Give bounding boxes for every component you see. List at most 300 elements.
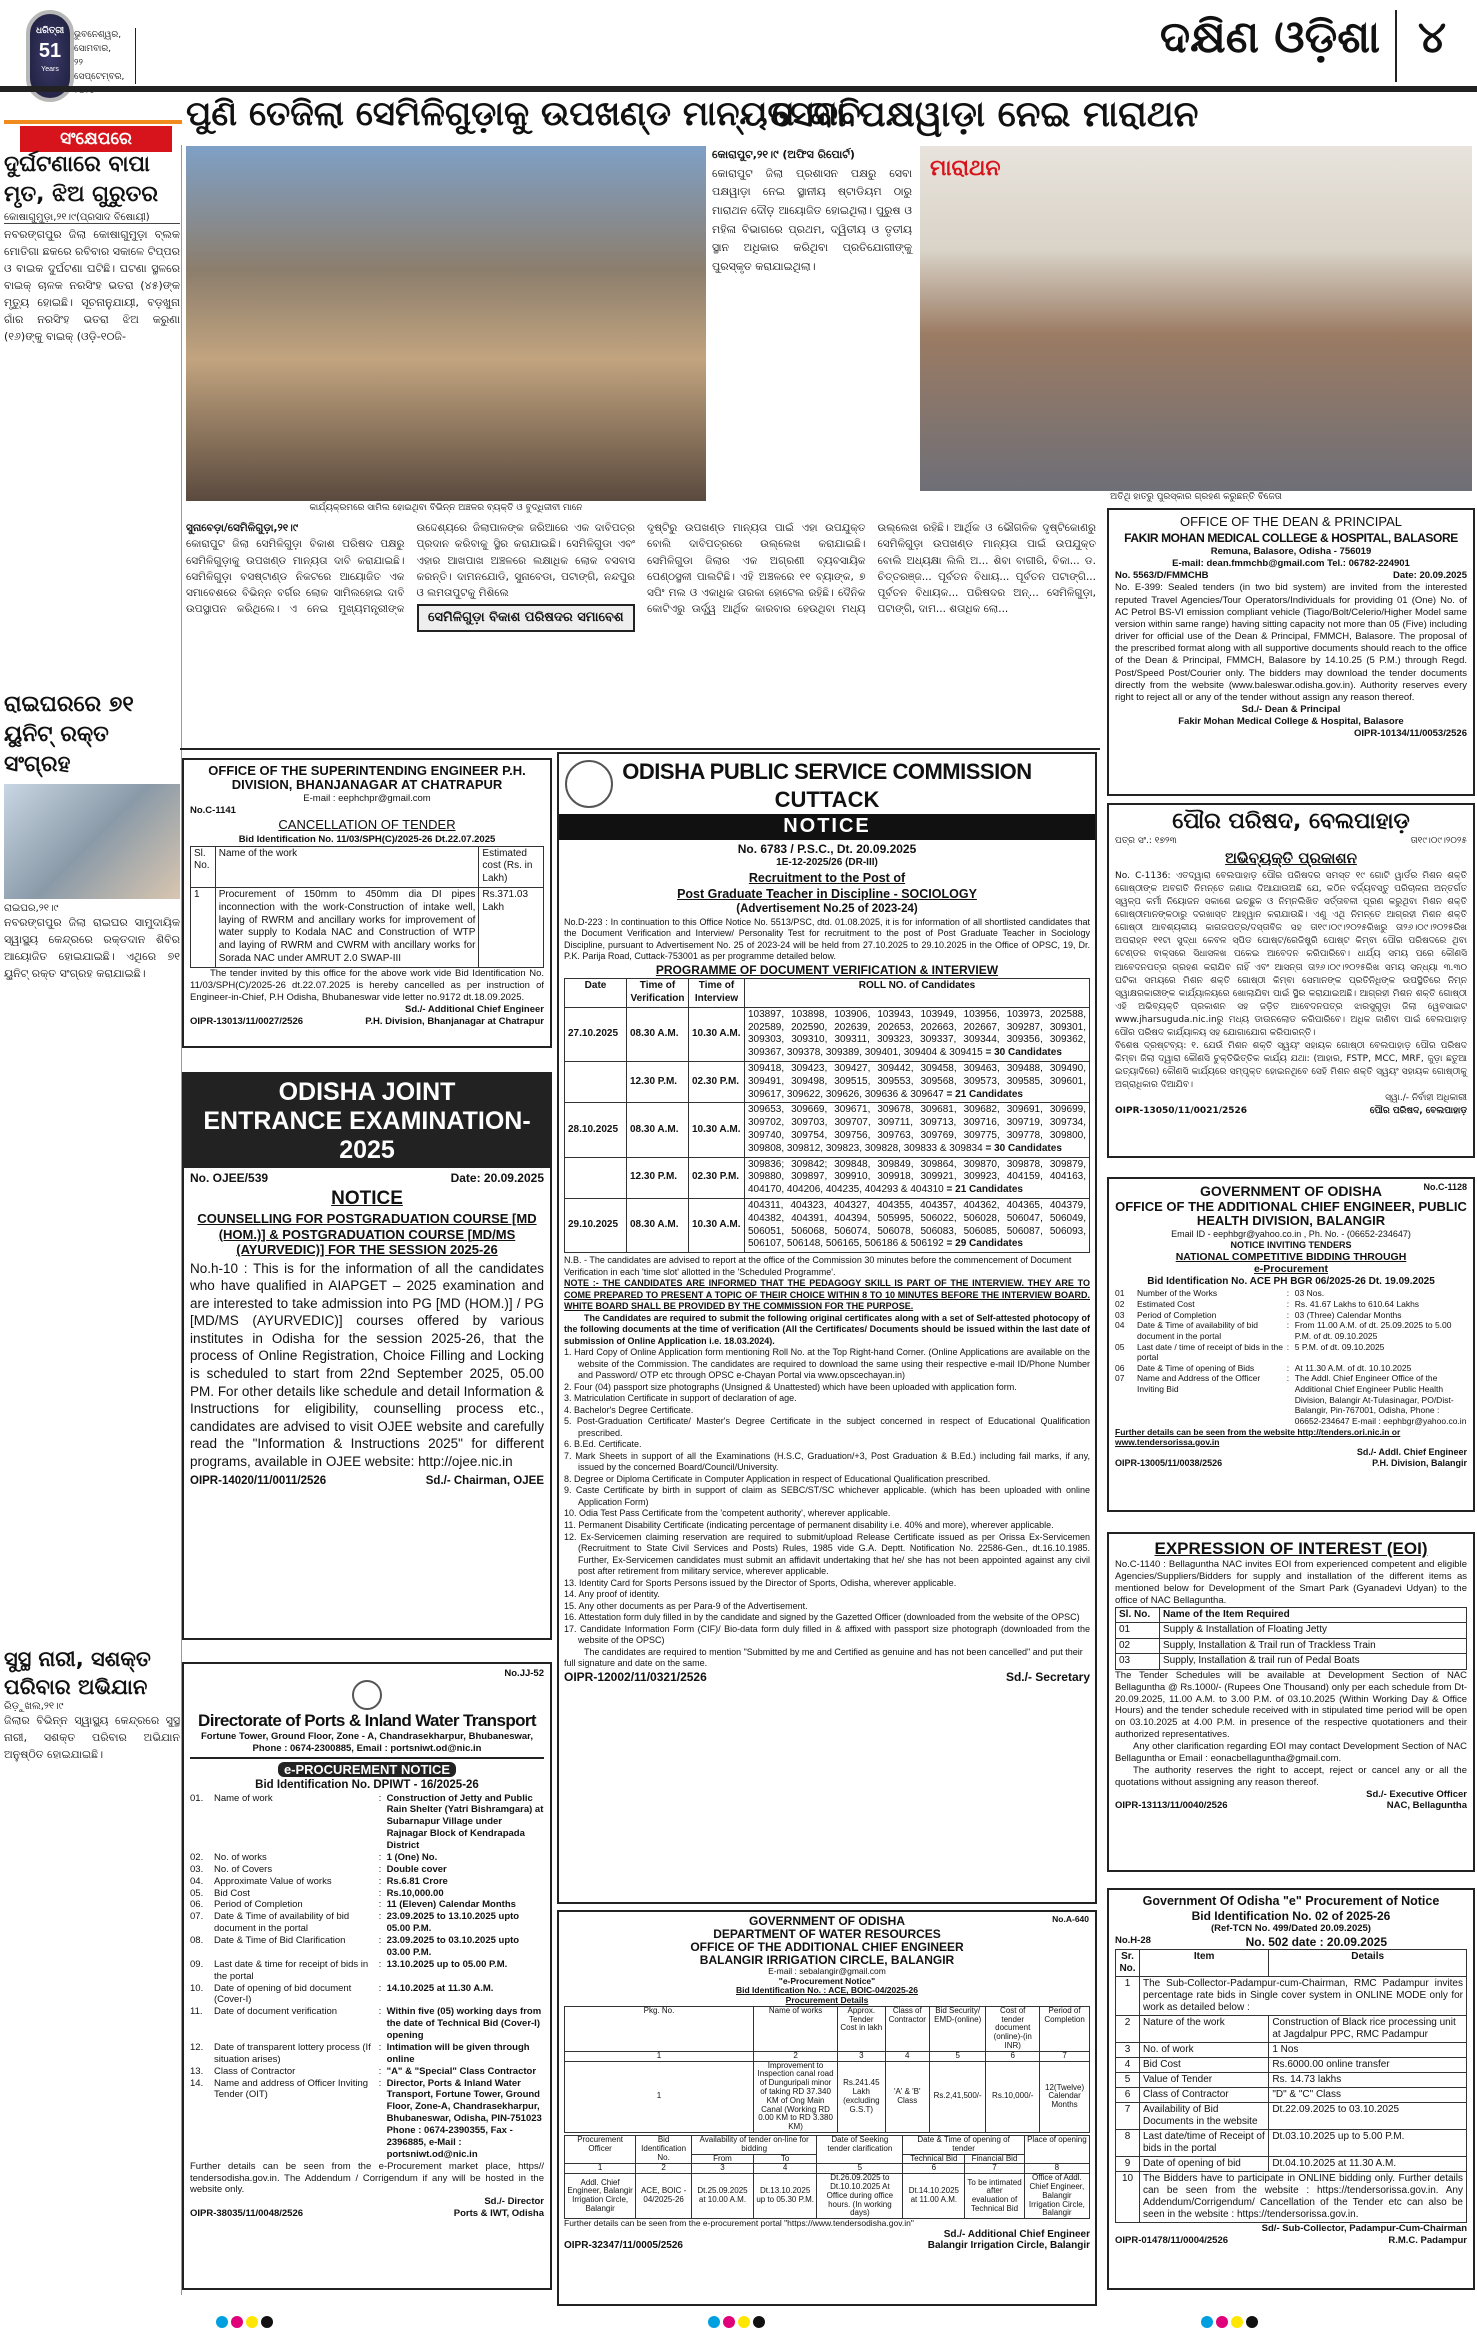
- opsc-note: NOTE :- THE CANDIDATES ARE INFORMED THAT THE PEDAGOGY SKILL IS PART OF THE INTERVIEW. THEY ARE TO COME PREPARED TO PRESENT A TOPIC OF THEIR CHOICE WITHIN 8 TO 10 MINUTES BEFORE THE INTERVIEW BOARD. WHITE BOARD SHALL BE PROVIDED BY THE COMMISSION FOR THE PURPOSE.: [564, 1278, 1090, 1312]
- chatrapur-bid: Bid Identification No. 11/03/SPH(C)/2025-26 Dt.22.07.2025: [238, 833, 496, 845]
- item-number: 01.: [190, 1792, 204, 1804]
- col-header: Date & Time of opening of tender: [903, 2136, 1024, 2155]
- belpahar-letter-no: ପତ୍ର ସଂ.: ୧୭୨୩: [1115, 836, 1177, 847]
- eoi-oipr: OIPR-13113/11/0040/2526: [1115, 1800, 1228, 1812]
- cell: 02: [1116, 1638, 1160, 1654]
- item-key: Estimated Cost: [1137, 1299, 1195, 1310]
- list-item: 01. Name of work : Construction of Jetty and Public Rain Shelter (Yatri Bishramgara) at Subarnapur Village under Rajnagar Block of Kendrapada District: [190, 1792, 544, 1851]
- belpahar-special: ବିଶେଷ ଦ୍ରଷ୍ଟବ୍ୟ: ୧. ଯେଉଁ ମିଶନ ଶକ୍ତି ସ୍ୱୟଂ ସହାୟକ ଗୋଷ୍ଠୀ ବେଲପାହାଡ଼ ପୌର ପରିଷଦ କିମ୍ବା ଜିଲା ଦ୍ୱାରା କୌଣସି ଚୁକ୍ତିଭିତ୍ତିକ କାର୍ଯ୍ୟ ଯଥା: (ଆହାର, FSTP, MCC, MRF, ଜୁଡ଼ା ଛତୁଆ ଇତ୍ୟାଦିରେ) କୌଣସି କାର୍ଯ୍ୟରେ ସମ୍ପୃକ୍ତ ହୋଇନଥିବେ ସେହି ମିଶନ ଶକ୍ତି ସ୍ୱୟଂ ସହାୟକ ଗୋଷ୍ଠୀକୁ ଅଗ୍ରାଧିକାର ଦିଆଯିବ।: [1115, 1040, 1467, 1090]
- brief-dateline: ରିଡ଼ୁଖଲ,୨୧।୯: [4, 1701, 64, 1712]
- item-key: Last date / time of receipt of bids in the portal: [1137, 1341, 1283, 1363]
- item-number: 04.: [190, 1875, 204, 1887]
- brief-story-2: [4, 690, 180, 1630]
- chatrapur-heading: CANCELLATION OF TENDER: [278, 816, 456, 832]
- col-header: Class of Contractor: [885, 2006, 930, 2051]
- roll-list: 309653, 309669, 309671, 309678, 309681, 309682, 309691, 309699, 309702, 309703, 309707, 309711, 309713, 309716, 309719, 309734, 309740, 309754, 309756, 309763, 309769, 309775, 309778, 309800, 309808, 309812, 309823, 309828, 309833 & 309834: [748, 1104, 1086, 1154]
- cell: The Sub-Collector-Padampur-cum-Chairman, RMC Padampur invites percentage rate bids in Single cover system in ONLINE MODE only for work as detailed below :: [1140, 1977, 1467, 2016]
- col-number: 2: [636, 2164, 692, 2174]
- fmmch-address: Remuna, Balasore, Odisha - 756019: [1210, 545, 1372, 557]
- verification-time: 08.30 A.M.: [627, 1103, 689, 1157]
- balangir-ph-oipr: OIPR-13005/11/0038/2526: [1115, 1458, 1223, 1469]
- list-item: 05. Bid Cost : Rs.10,000.00: [190, 1888, 544, 1900]
- table-row: [1116, 1623, 1467, 1639]
- list-item: 02 Estimated Cost : Rs. 41.67 Lakhs to 610.64 Lakhs: [1115, 1299, 1467, 1310]
- ojee-date: Date: 20.09.2025: [450, 1171, 544, 1186]
- water-details-title: Procurement Details: [785, 1995, 869, 2006]
- fmmch-title-1: OFFICE OF THE DEAN & PRINCIPAL: [1180, 514, 1402, 529]
- col-header: Approx. Tender Cost in lakh: [838, 2006, 885, 2051]
- table-row: [1116, 2130, 1467, 2157]
- padampur-number: No.H-28: [1115, 1934, 1151, 1946]
- item-number: 14.: [190, 2077, 204, 2089]
- lead-caption: କାର୍ଯ୍ୟକ୍ରମରେ ସାମିଲ ହୋଇଥିବା ବିଭିନ୍ନ ଅଞ୍ଚଳର ବ୍ୟକ୍ତି ଓ ବୁଦ୍ଧିଜୀବୀ ମାନେ: [309, 503, 583, 513]
- water-title-1: GOVERNMENT OF ODISHA: [748, 1914, 905, 1928]
- notice-eoi: [1107, 1532, 1475, 1872]
- list-item: 04. Approximate Value of works : Rs.6.81 Crore: [190, 1876, 544, 1888]
- water-sign-org: Balangir Irrigation Circle, Balangir: [927, 2240, 1090, 2252]
- table-row: 1 The Sub-Collector-Padampur-cum-Chairman, RMC Padampur invites percentage rate bids in Single cover system in ONLINE MODE only for work as detailed below :: [1116, 1977, 1467, 2016]
- cell: Dt.03.10.2025 up to 5.00 P.M.: [1269, 2130, 1467, 2157]
- belpahar-sign: ସ୍ୱା./- ନିର୍ବାହୀ ଅଧିକାରୀ: [1385, 1092, 1467, 1103]
- col-header: Time of Interview: [689, 979, 745, 1008]
- item-value: 5 P.M. of dt. 09.10.2025: [1294, 1341, 1385, 1352]
- fmmch-contact: E-mail: dean.fmmchb@gmail.com Tel.: 06782-224901: [1172, 558, 1410, 570]
- balangir-ph-eproc: e-Procurement: [1253, 1263, 1329, 1276]
- balangir-ph-sign-org: P.H. Division, Balangir: [1372, 1458, 1467, 1469]
- brief-body: ନବରଙ୍ଗପୁର ଜିଲା ରାଇଘର ସାମୁଦାୟିକ ସ୍ୱାସ୍ଥ୍ୟ କେନ୍ଦ୍ରରେ ରକ୍ତଦାନ ଶିବିର ଆୟୋଜିତ ହୋଇଯାଇଛି। ଏଥିରେ ୭୧ ୟୁନିଟ୍ ରକ୍ତ ସଂଗ୍ରହ କରାଯାଇଛି।: [4, 916, 180, 981]
- table-row: [1116, 2103, 1467, 2130]
- candidate-count: = 21 Candidates: [946, 1088, 1023, 1100]
- table-row: 10 The Bidders have to participate in ONLINE bidding only. Further details can be seen from the website : https://tendersorissa.gov.in. Any Addendum/Corrigendum/ Cancellation of the Tender etc can also be seen in the website : https://tendersorissa.gov.in.: [1116, 2172, 1467, 2223]
- opsc-sign: Sd./- Secretary: [1005, 1669, 1090, 1684]
- water-number: No.A-640: [1052, 1914, 1089, 1924]
- list-item: 11. Date of document verification : Within five (05) working days from the date of Technical Bid (Cover-I) opening: [190, 2006, 544, 2042]
- cell: Addl. Chief Engineer, Balangir Irrigation Circle, Balangir: [565, 2174, 636, 2219]
- water-bid: Bid Identification No. : ACE, BOIC-04/2025-26: [736, 1985, 918, 1996]
- document-list-item: 10. Odia Test Pass Certificate from the 'competent authority', wherever applicable.: [564, 1508, 891, 1519]
- cell: Nature of the work: [1140, 2016, 1269, 2043]
- masthead-rule: [0, 86, 1477, 92]
- col-number: 1: [565, 2051, 754, 2061]
- brief-dateline: ରାଇଘର,୨୧।୯: [4, 903, 59, 914]
- ports-number: No.JJ-52: [504, 1668, 544, 1679]
- marathon-story: [712, 146, 912, 501]
- notice-fmmch: [1107, 508, 1475, 796]
- balangir-ph-further: Further details can be seen from the website http://tenders.ori.nic.in or www.tendersorissa.gov.in: [1115, 1426, 1401, 1447]
- ports-bid: Bid Identification No. DPIWT - 16/2025-26: [255, 1779, 479, 1792]
- cell: Dt.14.10.2025 at 11.00 A.M.: [903, 2174, 965, 2219]
- water-title-4: BALANGIR IRRIGATION CIRCLE, BALANGIR: [699, 1952, 955, 1967]
- item-number: 08.: [190, 1935, 204, 1946]
- col-subheader: To: [753, 2154, 816, 2164]
- ojee-oipr: OIPR-14020/11/0011/2526: [190, 1475, 327, 1488]
- belpahar-title: ପୌର ପରିଷଦ, ବେଲପାହାଡ଼: [1172, 809, 1410, 834]
- col-number: 7: [1040, 2051, 1090, 2061]
- candidate-count: = 21 Candidates: [946, 1184, 1023, 1196]
- table-row: [565, 1007, 1090, 1061]
- item-key: Date & Time of availability of bid document in the portal: [1137, 1320, 1258, 1341]
- notice-water-resources: [557, 1910, 1097, 2306]
- col-number: 6: [986, 2051, 1040, 2061]
- notice-opsc: [557, 752, 1097, 1904]
- list-item: 01 Number of the Works : 03 Nos.: [1115, 1288, 1467, 1299]
- belpahar-sign-org: ପୌର ପରିଷଦ, ବେଲପାହାଡ଼: [1369, 1106, 1467, 1117]
- table-row: [1116, 2073, 1467, 2088]
- item-value: Rs.10,000.00: [386, 1887, 444, 1899]
- padampur-bid: Bid Identification No. 02 of 2025-26: [1191, 1909, 1391, 1923]
- ports-heading: e-PROCUREMENT NOTICE: [278, 1762, 456, 1777]
- col-number: 8: [1024, 2164, 1089, 2174]
- logo-years: 51: [38, 40, 62, 62]
- item-value: Within five (05) working days from the date of Technical Bid (Cover-I) opening: [386, 2006, 542, 2041]
- list-item: 08. Date & Time of Bid Clarification : 23.09.2025 to 03.10.2025 upto 03.00 P.M.: [190, 1935, 544, 1959]
- marathon-body: କୋରାପୁଟ ଜିଲା ପ୍ରଶାସନ ପକ୍ଷରୁ ସେବା ପକ୍ଷୱାଡ଼ା ନେଇ ସ୍ଥାନୀୟ ଷ୍ଟାଡିୟମ ଠାରୁ ମାରାଥନ ଦୌଡ଼ ଆୟୋଜିତ ହୋଇଥିଲା। ପୁରୁଷ ଓ ମହିଳା ବିଭାଗରେ ପ୍ରଥମ, ଦ୍ୱିତୀୟ ଓ ତୃତୀୟ ସ୍ଥାନ ଅଧିକାର କରିଥିବା ପ୍ରତିଯୋଗୀଙ୍କୁ ପୁରସ୍କୃତ କରାଯାଇଥିଲା।: [712, 166, 912, 274]
- padampur-oipr: OIPR-01478/11/0004/2526: [1115, 2234, 1229, 2246]
- cell: Dt.04.10.2025 at 11.30 A.M.: [1269, 2157, 1467, 2172]
- list-item: 03 Period of Completion : 03 (Three) Calendar Months: [1115, 1310, 1467, 1321]
- water-title-3: OFFICE OF THE ADDITIONAL CHIEF ENGINEER: [690, 1939, 964, 1954]
- cell: 6: [1116, 2088, 1140, 2103]
- list-item: 04 Date & Time of availability of bid document in the portal : From 11.00 A.M. of dt. 25.09.2025 to 5.00 P.M. of dt. 09.10.2025: [1115, 1320, 1467, 1341]
- item-value: Construction of Jetty and Public Rain Shelter (Yatri Bishramgara) at Subarnapur Village under Rajnagar Block of Kendrapada District: [386, 1792, 544, 1851]
- roll-numbers: [745, 1198, 1090, 1252]
- item-number: 06.: [190, 1899, 204, 1911]
- col-header: Name of the work: [215, 846, 479, 887]
- brief-headline: ଦୁର୍ଘଟଣାରେ ବାପା ମୃତ, ଝିଅ ଗୁରୁତର: [4, 152, 159, 207]
- balangir-ph-title-2: OFFICE OF THE ADDITIONAL CHIEF ENGINEER, PUBLIC HEALTH DIVISION, BALANGIR: [1115, 1199, 1467, 1229]
- list-item: 06. Period of Completion : 11 (Eleven) Calendar Months: [190, 1899, 544, 1911]
- chatrapur-title: OFFICE OF THE SUPERINTENDING ENGINEER P.H. DIVISION, BHANJANAGAR AT CHATRAPUR: [208, 763, 526, 793]
- cell: 2: [1116, 2016, 1140, 2043]
- cell: Supply & Installation of Floating Jetty: [1160, 1623, 1467, 1639]
- opsc-oipr: OIPR-12002/11/0321/2526: [564, 1669, 707, 1684]
- item-number: 07: [1115, 1373, 1125, 1384]
- col-number: 6: [903, 2164, 965, 2174]
- opsc-number: No. 6783 / P.S.C., Dt. 20.09.2025: [737, 841, 917, 856]
- interview-time: 02.30 P.M.: [689, 1157, 745, 1198]
- water-procurement-table: [564, 2006, 1090, 2133]
- interview-time: 10.30 A.M.: [689, 1198, 745, 1252]
- marathon-photo: [920, 146, 1472, 491]
- date-cell: 27.10.2025: [565, 1007, 627, 1061]
- brief-headline: ସୁସ୍ଥ ନାରୀ, ସଶକ୍ତ ପରିବାର ଅଭିଯାନ: [4, 1647, 151, 1699]
- belpahar-oipr: OIPR-13050/11/0021/2526: [1115, 1106, 1248, 1117]
- col-header: Date of Seeking tender clarification: [817, 2136, 903, 2164]
- item-key: Date of opening of bid document (Cover-I): [214, 1982, 352, 2006]
- cell: To be intimated after evaluation of Technical Bid: [965, 2174, 1024, 2219]
- col-header: Bid Identification No.: [636, 2136, 692, 2164]
- opsc-subtitle: CUTTACK: [774, 787, 880, 813]
- ports-further: Further details can be seen from the e-Procurement market place, https// tendersodisha.gov.in. The Addendum / Corrigendum if any will be hosted in the website only.: [190, 2160, 544, 2196]
- col-header: Sr. No.: [1116, 1950, 1140, 1977]
- item-value: 14.10.2025 at 11.30 A.M.: [386, 1982, 494, 1994]
- cell: Rs. 14.73 lakhs: [1269, 2073, 1467, 2088]
- list-item: 05 Last date / time of receipt of bids in the portal : 5 P.M. of dt. 09.10.2025: [1115, 1342, 1467, 1363]
- ports-sign-org: Ports & IWT, Odisha: [453, 2208, 544, 2220]
- notice-belpahar: [1107, 803, 1475, 1158]
- col-header: Bid Security/ EMD-(online): [930, 2006, 986, 2051]
- cell: 3: [1116, 2043, 1140, 2058]
- interview-time: 02.30 P.M.: [689, 1061, 745, 1102]
- date-cell: [565, 1061, 627, 1102]
- verification-time: 08.30 A.M.: [627, 1007, 689, 1061]
- document-list-item: 14. Any proof of identity.: [564, 1589, 660, 1600]
- brief-headline: ରାଇଘରରେ ୭୧ ୟୁନିଟ୍ ରକ୍ତ ସଂଗ୍ରହ: [4, 692, 134, 777]
- item-key: Period of Completion: [1137, 1309, 1217, 1320]
- cell: The Bidders have to participate in ONLINE bidding only. Further details can be seen from the website : https://tendersorissa.gov.in. Any Addendum/Corrigendum/ Cancellation of the Tender etc can also be seen in the website : https://tendersorissa.gov.in.: [1140, 2172, 1467, 2223]
- water-title-2: DEPARTMENT OF WATER RESOURCES: [713, 1926, 941, 1941]
- candidate-count: = 29 Candidates: [946, 1238, 1023, 1250]
- cell: Supply, Installation & trail run of Pedal Boats: [1160, 1654, 1467, 1670]
- ports-title: Directorate of Ports & Inland Water Transport: [198, 1710, 536, 1730]
- item-number: 12.: [190, 2041, 204, 2053]
- chatrapur-table: [190, 846, 544, 968]
- item-value: From 11.00 A.M. of dt. 25.09.2025 to 5.00 P.M. of dt. 09.10.2025: [1294, 1320, 1452, 1341]
- item-key: Name and address of Officer Inviting Tender (OIT): [214, 2077, 369, 2101]
- belpahar-date: ତା୧୯।୦୯।୨୦୨୫: [1410, 836, 1467, 847]
- roll-numbers: [745, 1157, 1090, 1198]
- col-number: 3: [692, 2164, 754, 2174]
- item-value: Rs.6.81 Crore: [386, 1875, 448, 1887]
- col-number: 5: [930, 2051, 986, 2061]
- cell: Dt.22.09.2025 to 03.10.2025: [1269, 2103, 1467, 2130]
- item-number: 04: [1115, 1320, 1125, 1331]
- list-item: 02. No. of works : 1 (One) No.: [190, 1852, 544, 1864]
- item-key: No. of Covers: [214, 1863, 273, 1875]
- item-number: 05: [1115, 1341, 1125, 1352]
- balangir-ph-title-1: GOVERNMENT OF ODISHA: [1199, 1183, 1382, 1199]
- col-number: 3: [838, 2051, 885, 2061]
- item-number: 10.: [190, 1982, 204, 1994]
- cell: 1 Nos: [1269, 2043, 1467, 2058]
- item-value: 23.09.2025 to 03.10.2025 upto 03.00 P.M.: [386, 1935, 520, 1958]
- item-value: Double cover: [386, 1863, 447, 1875]
- list-item: 06 Date & Time of opening of Bids : At 11.30 A.M. of dt. 10.10.2025: [1115, 1363, 1467, 1374]
- cell: 9: [1116, 2157, 1140, 2172]
- candidate-count: = 30 Candidates: [985, 1142, 1062, 1154]
- water-eproc: "e-Procurement Notice": [778, 1975, 876, 1986]
- balangir-ph-ncb: NATIONAL COMPETITIVE BIDDING THROUGH: [1175, 1250, 1407, 1263]
- roll-numbers: [745, 1103, 1090, 1157]
- lead-body-3: ଅଧ୍ୟକ୍ଷା ଲିଲି ଅ... ଶିବା ବାଗୀରି, ବିକା... ଡ. ଚିତ୍ତରଞ୍ଜ... ପୂର୍ବତନ ବିଧାୟ... ପୂର୍ବତନ ପଟାଙ୍ଗି... ପୂର୍ବତନ ବିଧାୟକ... ପରିଷଦର ଅନ୍... ସେମିଳିଗୁଡ଼ା, ପଟାଙ୍ଗି, ଦାମ... ଶତାଧିକ ଲୋ...: [877, 554, 1097, 616]
- briefs-label: ସଂକ୍ଷେପରେ: [20, 126, 172, 152]
- col-header: Details: [1269, 1950, 1467, 1977]
- notice-balangir-ph: [1107, 1177, 1475, 1512]
- water-schedule-table: [564, 2135, 1090, 2219]
- opsc-sub-1: Recruitment to the Post of: [748, 871, 906, 886]
- cell: Dt.25.09.2025 at 10.00 A.M.: [692, 2174, 754, 2219]
- col-number: 2: [754, 2051, 838, 2061]
- brief-body: ନବରଙ୍ଗପୁର ଜିଲା କୋଷାଗୁମୁଡ଼ା ବ୍ଲକ ମୋତିଗା ଛକରେ ରବିବାର ସକାଳେ ଟିପ୍ପର ଓ ବାଇକ ଦୁର୍ଘଟଣା ଘଟିଛି। ଘଟଣା ସ୍ଥଳରେ ବାଇକ୍ ଚାଳକ ନରସିଂହ ଭତରା (୪୫)ଙ୍କ ମୃତ୍ୟୁ ହୋଇଛି। ସୂଚନାନୁଯାୟୀ, ବଡ଼ଖୁନା ଗାଁର ନରସିଂହ ଭତରା ଝିଅ କରୁଣା (୧୬)ଙ୍କୁ ବାଇକ୍ (ଓଡ଼ି-୧୦ଜି-: [4, 228, 180, 344]
- fmmch-sign: Sd./- Dean & Principal: [1241, 704, 1341, 716]
- chatrapur-oipr: OIPR-13013/11/0027/2526: [190, 1016, 304, 1028]
- ojee-body: No.h-10 : This is for the information of all the candidates who have qualified in AIAPGET – 2025 examination and are interested to take admission into PG [MD (HOM.)] / PG [MD/MS (AYURVEDIC)] courses offered by various institutes in Odisha for the session 2025-26, that the process of Online Registration, Choice Filling and Locking is scheduled to start from 22nd September 2025, 05.00 PM. For other details like schedule and detail Information & Instructions for eligibility, counselling process etc., candidates are advised to visit OJEE website and carefully read the "Information & Instructions 2025" for different programs, available in OJEE website: http://ojee.nic.in: [190, 1260, 544, 1469]
- cell: Date of opening of bid: [1140, 2157, 1269, 2172]
- fmmch-title-2: FAKIR MOHAN MEDICAL COLLEGE & HOSPITAL, BALASORE: [1124, 530, 1458, 545]
- cell: Rs.371.03 Lakh: [479, 888, 544, 968]
- marathon-headline: ସେବା ପକ୍ଷୱାଡ଼ା ନେଇ ମାରାଥନ: [772, 94, 1199, 135]
- opsc-closing: The candidates are required to mention "Submitted by me and Certified as genuine and has not been cancelled" and put their full signature and date on the same.: [564, 1646, 1083, 1669]
- marathon-dateline: କୋରାପୁଟ,୨୧।୯ (ଅଫିସ ରିପୋର୍ଟ): [712, 148, 855, 161]
- eoi-schedule: The Tender Schedules will be available at Development Section of NAC Bellaguntha @ Rs.1000/- (Rupees One Thousand) only per each schedule from Dt-20.09.2025, 11.00 A.M. to 3.00 P.M. of 03.10.2025 (Within Working Day & Office Hours) and the tender schedule received with in stipulated time period will be open on 03.10.2025 at 4.00 P.M. in presence of the respective quotationers and their authorized representatives.: [1115, 1669, 1467, 1741]
- water-further: Further details can be seen from the e-procurement portal "https://www.tendersodisha.gov.in": [564, 2218, 914, 2229]
- registration-marks: [0, 2312, 1477, 2336]
- ojee-subject: COUNSELLING FOR POSTGRADUATION COURSE [MD (HOM.)] & POSTGRADUATION COURSE [MD/MS (AYURVEDIC)] FOR THE SESSION 2025-26: [197, 1210, 537, 1258]
- item-key: Period of Completion: [214, 1899, 303, 1911]
- document-list-item: 9. Caste Certificate by birth in support of claim as SEBC/ST/SC whichever applicable. (which has been uploaded with online Application Form): [564, 1485, 1090, 1507]
- cell: 1: [191, 888, 216, 968]
- chatrapur-email: E-mail : eephchpr@gmail.com: [303, 792, 431, 804]
- item-key: Name of work: [214, 1792, 273, 1804]
- cell: ACE, BOIC - 04/2025-26: [636, 2174, 692, 2219]
- item-key: Date & Time of availability of bid document in the portal: [214, 1911, 350, 1935]
- list-item: 03. No. of Covers : Double cover: [190, 1864, 544, 1876]
- cell: Rs.6000.00 online transfer: [1269, 2058, 1467, 2073]
- ojee-notice-heading: NOTICE: [331, 1187, 403, 1209]
- cell: Bid Cost: [1140, 2058, 1269, 2073]
- col-header: Sl. No.: [1116, 1607, 1160, 1623]
- brief-dateline: କୋଷାଗୁମୁଡ଼ା,୨୧।୯(ପ୍ରସାଦ ବିଷୋୟୀ): [4, 212, 180, 224]
- col-header: Item: [1140, 1950, 1269, 1977]
- chatrapur-sign: Sd./- Additional Chief Engineer: [405, 1004, 544, 1016]
- table-row: [1116, 2088, 1467, 2103]
- list-item: 07 Name and Address of the Officer Inviting Bid : The Addl. Chief Engineer Office of the Additional Chief Engineer Public Health Division, Balangir At-Tulasinagar, PO/Dist-Balangir, Pin-767001, Odisha, Phone : 06652-234647 E-mail : eephbgr@yahoo.co.in: [1115, 1373, 1467, 1426]
- opsc-intro: No.D-223 : In continuation to this Office Notice No. 5513/PSC, dtd. 01.08.2025, it is for information of all shortlisted candidates that the Document Verification and Interview/ Personality Test for recruitment to the post of Post Graduate Teacher in Sociology Discipline, pursuant to Advertisement No. 25 of 2023-24 will be held from 27.10.2025 to 29.10.2025 in the Office of OPSC, 19, Dr. P.K. Parija Road, Cuttack-753001 as per programme detailed below.: [564, 916, 1090, 962]
- col-number: 4: [885, 2051, 930, 2061]
- logo-name: ଧରିତ୍ରୀ: [35, 26, 65, 36]
- table-row: [1116, 1654, 1467, 1670]
- document-list-item: 1. Hard Copy of Online Application form mentioning Roll No. at the Top Right-hand Corner. (Online Applications are available on the website of the Commission. The candidates are required to download the same using their respective e-mail ID/Phone Number and Password/ OTP etc through OPSC e-Chayan Portal via www.opscechayan.in): [564, 1347, 1090, 1381]
- belpahar-heading: ଅଭିବ୍ୟକ୍ତି ପ୍ରକାଶନ: [1225, 849, 1357, 868]
- col-header: Name of the Item Required: [1160, 1607, 1467, 1623]
- logo-years-label: Years: [41, 66, 59, 73]
- document-list-item: 12. Ex-Servicemen claiming reservation are required to submit/upload Release Certificate issued as per Orissa Ex-Servicemen (Recruitment to State Civil Services and Posts) Rules, 1985 vide G.A. Deptt. Notification No. 22586-Gen., dt.16.10.1985. Further, Ex-Servicemen candidates must submit an affidavit undertaking that he/ she has not been appointed against any civil post after retirement from military service, wherever applicable.: [564, 1531, 1090, 1577]
- notice-chatrapur: [182, 758, 552, 1048]
- col-header: Period of Completion: [1040, 2006, 1090, 2051]
- item-value: Director, Ports & Inland Water Transport, Fortune Tower, Ground Floor, Zone-A, Chandrasekharpur, Bhubaneswar, Odisha, PIN-751023 Phone : 0674-2390355, Fax - 2396885, e-Mail : portsniwt.od@nic.in: [386, 2077, 542, 2160]
- lead-dateline: ସୁନାବେଡ଼ା/ସେମିଳିଗୁଡ଼ା,୨୧।୯: [186, 522, 299, 534]
- fmmch-date: Date: 20.09.2025: [1393, 570, 1467, 582]
- opsc-docs-intro: The Candidates are required to submit the following original certificates along with a set of Self-attested photocopy of the following documents at the time of verification (All the Certificates/ Documents should be issued within the last date of submission of Online Application i.e. 18.03.2024).: [564, 1312, 1090, 1346]
- padampur-no-date: No. 502 date : 20.09.2025: [1245, 1934, 1387, 1949]
- cell: Procurement of 150mm to 450mm dia DI pipes inconnection with the work-Construction of intake well, laying of RWRM and ancillary works for improvement of water supply to Kodala NAC and Construction of WTP and laying of RWRM and CWRM with ancillary works for Sorada NAC under AMRUT 2.0 SWAP-III: [215, 888, 479, 968]
- opsc-ref: 1E-12-2025/26 (DR-III): [776, 857, 878, 869]
- chatrapur-body: The tender invited by this office for the above work vide Bid Identification No. 11/03/SPH(C)/2025-26 dt.22.07.2025 is hereby cancelled as per instruction of Engineer-in-Chief, P.H Odisha, Bhubaneswar vide letter no.9172 dt.18.09.2025.: [190, 967, 544, 1004]
- cell: No. of work: [1140, 2043, 1269, 2058]
- eoi-intro: No.C-1140 : Bellaguntha NAC invites EOI from experienced competent and eligible Agencies/Suppliers/Bidders for supply and installation of the different items as mentioned below for Development of the Smart Park (Gyanadevi Udyan) to the office of NAC Bellaguntha.: [1115, 1559, 1467, 1606]
- document-list-item: 11. Permanent Disability Certificate (indicating percentage of permanent disability i.e. 40% and more), wherever applicable.: [564, 1520, 1054, 1530]
- list-item: 07. Date & Time of availability of bid document in the portal : 23.09.2025 to 13.10.2025 upto 05.00 P.M.: [190, 1911, 544, 1935]
- balangir-ph-bid: Bid Identification No. ACE PH BGR 06/2025-26 Dt. 19.09.2025: [1147, 1276, 1435, 1288]
- col-header: Pkg. No.: [565, 2006, 754, 2051]
- item-key: Date & Time of Bid Clarification: [214, 1935, 346, 1946]
- chatrapur-sign-org: P.H. Division, Bhanjanagar at Chatrapur: [365, 1016, 544, 1028]
- col-number: 4: [753, 2164, 816, 2174]
- ojee-title-2: ENTRANCE EXAMINATION-2025: [203, 1106, 531, 1164]
- ports-address: Fortune Tower, Ground Floor, Zone - A, Chandrasekharpur, Bhubaneswar, Phone : 0674-2300885, Email : portsniwt.od@nic.in: [190, 1731, 544, 1759]
- col-header: Estimated cost (Rs. in Lakh): [479, 846, 544, 887]
- item-value: 1 (One) No.: [386, 1851, 438, 1863]
- col-header: Cost of tender document (online)-(in INR): [986, 2006, 1040, 2051]
- balangir-ph-contact: Email ID - eephbgr@yahoo.co.in , Ph. No. - (06652-234647): [1171, 1228, 1411, 1239]
- belpahar-body: No. C-1136: ଏତଦ୍ୱାରା ବେଲପାହାଡ଼ ପୌର ପରିଷଦର ସମସ୍ତ ୧୯ ଗୋଟି ୱାର୍ଡର ମିଶନ ଶକ୍ତି ଗୋଷ୍ଠୀଙ୍କ ଅବଗତି ନିମନ୍ତେ ଜଣାଇ ଦିଆଯାଉଅଛି ଯେ, କଠିନ ବର୍ଜ୍ୟବସ୍ତୁ ପରିଚାଳନା ଅନ୍ତର୍ଗତ ସ୍ୱଳ୍ପ କର୍ମୀ ନିୟୋଜନ ସକାଶେ ଇଚ୍ଛୁକ ଓ ନିମ୍ନଲିଖିତ ସର୍ତ୍ତାବଳୀ ପୂରଣ କରୁଥିବା ମିଶନ ଶକ୍ତି ଗୋଷ୍ଠୀମାନଙ୍କଠାରୁ ଦରଖାସ୍ତ ଆହ୍ୱାନ କରାଯାଉଛି। ଏଣୁ ଏଥି ନିମନ୍ତେ ଆଗ୍ରହୀ ମିଶନ ଶକ୍ତି ଗୋଷ୍ଠୀ ଆବଶ୍ୟକୀୟ କାଗଜପତ୍ର/ଦସ୍ତାବିଜ ସହ ତା୧୯।୦୯।୨୦୨୫ରିଖରୁ ତା୨୬।୦୯।୨୦୨୫ରିଖ ଅପରାହ୍ନ ୧୧ଟା ସୁଦ୍ଧା କେବଳ ସ୍ପିଡ ପୋଷ୍ଟ/ରେଜିଷ୍ଟ୍ରି ପୋଷ୍ଟ କିମ୍ବା ପୌର ପରିଷଦରେ ଥିବା ଟେଣ୍ଡର ବାକ୍ସରେ ସିଧାସଳଖ ପକେଇ ଆବେଦନ କରିପାରିବେ। ଧାର୍ଯ୍ୟ ସମୟ ପରେ କୌଣସି ଆବେଦନପତ୍ର ଗ୍ରହଣ କରାଯିବ ନାହିଁ ଏବଂ ଆସନ୍ତା ତା୨୬।୦୯।୨୦୨୫ରିଖ ସମୟ ସନ୍ଧ୍ୟା ୩.୩୦ ଘଟିକା ସମୟରେ ମିଶନ ଶକ୍ତି ଗୋଷ୍ଠୀ କିମ୍ବା ସେମାନଙ୍କ ପ୍ରତିନିଧିଙ୍କ ଉପସ୍ଥିତିରେ ନିମ୍ନ ସ୍ୱାକ୍ଷରକାରୀଙ୍କ କାର୍ଯ୍ୟାଳୟରେ ଖୋଲାଯିବା ପାଇଁ ସ୍ଥିର କରାଯାଇଅଛି। ଆଗ୍ରହୀ ମିଶନ ଶକ୍ତି ଗୋଷ୍ଠୀ ଏହି ଅଭିବ୍ୟକ୍ତି ପ୍ରକାଶନ ସହ ଜଡ଼ିତ ଆବେଦନପତ୍ର ଝାରସୁଗୁଡ଼ା ଜିଲା ୱେବସାଇଟ www.jharsuguda.nic.inରୁ ମଧ୍ୟ ଡାଉନଲୋଡ କରିପାରିବେ। ଅଧିକ ଜାଣିବା ପାଇଁ ବେଲପାହାଡ଼ ପୌର ପରିଷଦ କାର୍ଯ୍ୟାଳୟ ସହ ଯୋଗାଯୋଗ କରିପାରନ୍ତି।: [1115, 871, 1467, 1038]
- padampur-table: [1115, 1949, 1467, 2223]
- lead-story: [186, 520, 1096, 745]
- verification-time: 12.30 P.M.: [627, 1061, 689, 1102]
- opsc-programme-title: PROGRAMME OF DOCUMENT VERIFICATION & INTERVIEW: [655, 962, 999, 977]
- item-number: 05.: [190, 1887, 204, 1899]
- eoi-title: EXPRESSION OF INTEREST (EOI): [1154, 1539, 1428, 1558]
- item-value: 13.10.2025 up to 05.00 P.M.: [386, 1958, 508, 1970]
- page-number: ୪: [1417, 12, 1447, 63]
- color-marks-center: [708, 2315, 768, 2333]
- eoi-sign-org: NAC, Bellaguntha: [1386, 1800, 1467, 1812]
- cell: Availability of Bid Documents in the website: [1140, 2103, 1269, 2130]
- table-row: [565, 1103, 1090, 1157]
- item-number: 03.: [190, 1863, 204, 1875]
- list-item: 10. Date of opening of bid document (Cover-I) : 14.10.2025 at 11.30 A.M.: [190, 1983, 544, 2007]
- item-value: 23.09.2025 to 13.10.2025 upto 05.00 P.M.: [386, 1911, 520, 1935]
- item-value: Intimation will be given through online: [386, 2041, 530, 2065]
- roll-numbers: [745, 1007, 1090, 1061]
- notice-ports: [182, 1662, 552, 2290]
- ports-sign: Sd./- Director: [484, 2196, 544, 2208]
- document-list-item: 17. Candidate Information Form (CIF)/ Bio-data form duly filled in & affixed with passport size photograph (downloaded from the website of the OPSC): [564, 1623, 1090, 1646]
- col-header: Place of opening: [1024, 2136, 1089, 2164]
- list-item: 09. Last date & time for receipt of bids in the portal : 13.10.2025 up to 05.00 P.M.: [190, 1959, 544, 1983]
- item-key: Bid Cost: [214, 1887, 250, 1899]
- ojee-sign: Sd./- Chairman, OJEE: [425, 1475, 544, 1488]
- lead-headline: ପୁଣି ତେଜିଲା ସେମିଳିଗୁଡ଼ାକୁ ଉପଖଣ୍ଡ ମାନ୍ୟତା ଦାବି: [186, 94, 861, 134]
- dateline: [74, 28, 136, 84]
- col-header: Date: [565, 979, 627, 1008]
- opsc-title: ODISHA PUBLIC SERVICE COMMISSION: [622, 759, 1032, 784]
- col-header: Availability of tender on-line for bidding: [692, 2136, 817, 2155]
- item-number: 11.: [190, 2006, 203, 2018]
- balangir-ph-nit: NOTICE INVITING TENDERS: [1230, 1239, 1352, 1250]
- item-key: No. of works: [214, 1851, 267, 1863]
- brief-photo: [4, 784, 180, 899]
- odisha-emblem-icon: [352, 1680, 382, 1710]
- notice-ojee: [182, 1072, 552, 1640]
- cell: Office of Addl. Chief Engineer, Balangir Irrigation Circle, Balangir: [1024, 2174, 1089, 2219]
- cell: 5: [1116, 2073, 1140, 2088]
- document-list-item: 8. Degree or Diploma Certificate in Computer Application in respect of Educational Qualification prescribed.: [564, 1473, 991, 1484]
- opsc-sub-2: Post Graduate Teacher in Discipline - SOCIOLOGY: [677, 887, 977, 902]
- col-subheader: Technical Bid: [903, 2154, 965, 2164]
- roll-list: 309418, 309423, 309427, 309442, 309458, 309463, 309488, 309490, 309491, 309498, 309515, 309553, 309568, 309573, 309585, 309601, 309617, 309622, 309626, 309636 & 309647: [748, 1062, 1086, 1100]
- opsc-emblem-icon: [565, 760, 613, 808]
- balangir-ph-sign: Sd./- Addl. Chief Engineer: [1356, 1447, 1467, 1458]
- opsc-nb: N.B. - The candidates are advised to report at the office of the Commission 30 minutes before the commencement of Document Verification in each 'time slot' allotted in the 'Scheduled Programme'.: [564, 1255, 1072, 1277]
- roll-numbers: [745, 1061, 1090, 1102]
- marathon-banner-text: ମାରାଥନ: [930, 156, 1001, 181]
- table-row: [565, 1198, 1090, 1252]
- notice-padampur: [1107, 1888, 1475, 2290]
- cell: Rs.2,41,500/-: [930, 2061, 986, 2132]
- item-number: 06: [1115, 1362, 1125, 1373]
- col-number: 1: [565, 2164, 636, 2174]
- eoi-table: [1115, 1607, 1467, 1670]
- cell: 4: [1116, 2058, 1140, 2073]
- list-item: 13. Class of Contractor : "A" & "Special" Class Contractor: [190, 2066, 544, 2078]
- cell: Value of Tender: [1140, 2073, 1269, 2088]
- cell: 12(Twelve) Calendar Months: [1040, 2061, 1090, 2132]
- date-line-2: ୨୨ ସେପ୍ଟେମ୍ବର,: [74, 58, 125, 82]
- opsc-schedule-table: [564, 978, 1090, 1253]
- item-value: 03 Nos.: [1294, 1288, 1325, 1299]
- ports-oipr: OIPR-38035/11/0048/2526: [190, 2208, 304, 2220]
